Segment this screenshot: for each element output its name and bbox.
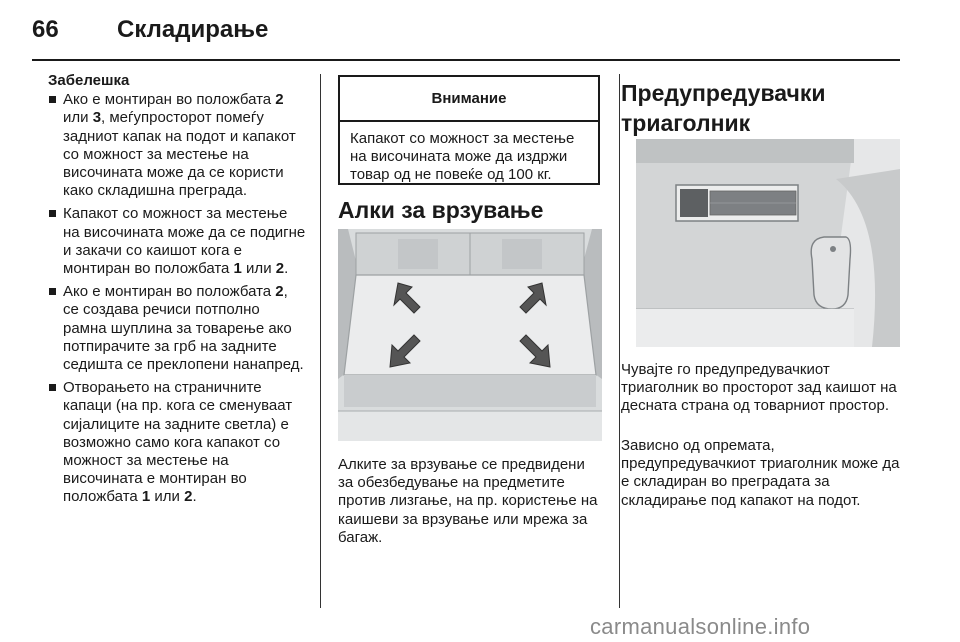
note-text: . [192, 488, 197, 506]
column-divider-left [320, 74, 321, 608]
position-number: 2 [184, 488, 193, 506]
note-text: Капакот со можност за местење на височината може да се подигне и закачи со каишот кога е монтиран во положбата [63, 205, 306, 278]
warning-box [338, 75, 600, 185]
position-number: 2 [275, 260, 285, 278]
page-number: 66 [32, 16, 59, 43]
column-divider-right [619, 74, 620, 608]
warning-triangle-heading [621, 78, 826, 138]
position-number: 1 [141, 488, 151, 506]
note-item-1 [48, 91, 306, 200]
note-title: Забелешка [48, 72, 130, 89]
warning-title: Внимание [340, 77, 598, 122]
position-number: 2 [275, 91, 284, 109]
warning-triangle-photo [636, 139, 900, 347]
note-text: , се создава речиси потполно рамна шуплина за товарење ако потпирачите за грб на задните седишта се преклопени нанапред. [63, 283, 304, 374]
position-number: 1 [233, 260, 242, 278]
note-item-4 [48, 379, 306, 506]
warning-text: Капакот со можност за местење на височината може да издржи товар од не повеќе од 100 кг. [350, 130, 575, 184]
note-list [48, 91, 306, 506]
cargo-floor-illustration [338, 229, 602, 441]
note-item-2 [48, 205, 306, 278]
cargo-floor-photo [338, 229, 602, 441]
triangle-option-paragraph: Зависно од опремата, предупредувачкиот триаголник може да е складиран во преградата за складирање под капакот на подот. [621, 437, 900, 509]
note-text: , меѓупросторот помеѓу задниот капак на подот и капакот со можност за местење на височината може да се користи како складишна преграда. [63, 109, 296, 200]
note-text: Ако е монтиран во положбата [63, 91, 276, 109]
page-header [0, 0, 960, 62]
heading-line: триаголник [621, 110, 751, 136]
triangle-storage-paragraph: Чувајте го предупредувачкиот триаголник во просторот зад каишот на десната страна од товарниот простор. [621, 361, 897, 415]
warning-triangle-illustration [636, 139, 900, 347]
position-number: 2 [275, 283, 284, 301]
tie-down-heading: Алки за врзување [338, 197, 544, 223]
tie-down-caption: Алките за врзување се предвидени за обезбедување на предметите против лизгање, на пр. користење на каишеви за врзување или мрежа за багаж. [338, 456, 598, 546]
note-text: или [150, 488, 185, 506]
note-text: . [284, 260, 289, 278]
note-text: Отворањето на страничните капаци (на пр. кога се сменуваат сијалиците на задните светла) е возможно само кога капакот со можност за местење на височината е монтиран во положбата [63, 379, 293, 506]
watermark: carmanualsonline.info [590, 614, 811, 639]
note-text: Ако е монтиран во положбата [63, 283, 276, 301]
heading-line: Предупредувачки [621, 80, 826, 106]
header-rule [32, 59, 900, 61]
note-text: или [241, 260, 276, 278]
note-item-3 [48, 283, 306, 374]
note-text: или [63, 109, 93, 127]
position-number: 3 [92, 109, 102, 127]
note-section [48, 72, 306, 512]
page-title: Складирање [117, 16, 269, 43]
